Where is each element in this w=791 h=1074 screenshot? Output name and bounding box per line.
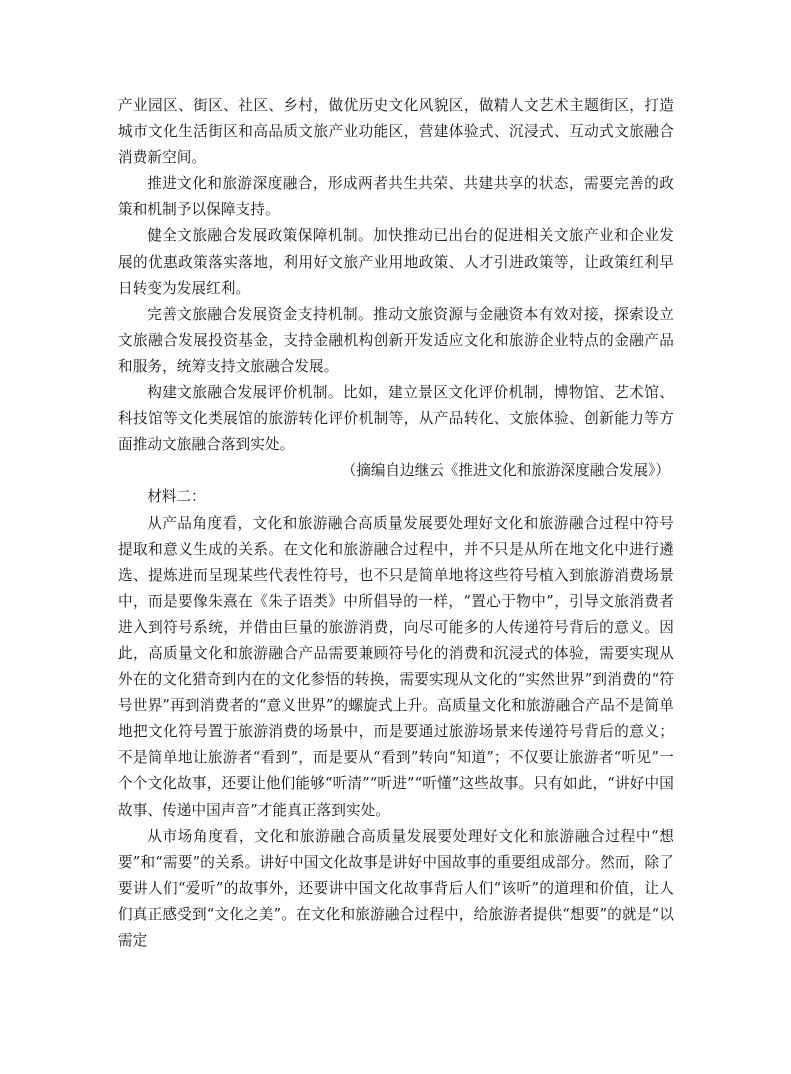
document-body (118, 93, 674, 954)
material-label: 材料二： (147, 488, 206, 506)
paragraph-policy-mechanism: 健全文旅融合发展政策保障机制。加快推动已出台的促进相关文旅产业和企业发展的优惠政策落实落地，利用好文旅产业用地政策、人才引进政策等，让政策红利早日转变为发展红利。 (118, 227, 674, 297)
paragraph-funding-mechanism: 完善文旅融合发展资金支持机制。推动文旅资源与金融资本有效对接，探索设立文旅融合发展投资基金，支持金融机构创新开发适应文化和旅游企业特点的金融产品和服务，统筹支持文旅融合发展。 (118, 305, 674, 375)
paragraph-product-perspective: 从产品角度看，文化和旅游融合高质量发展要处理好文化和旅游融合过程中符号提取和意义生成的关系。在文化和旅游融合过程中，并不只是从所在地文化中进行遴选、提炼进而呈现某些代表性符号，也不只是简单地将这些符号植入到旅游消费场景中，而是要像朱熹在《朱子语类》中所倡导的一样，“置心于物中”，引导文旅消费者进入到符号系统，并借由巨量的旅游消费，向尽可能多的人传递符号背后的意义。因此，高质量文化和旅游融合产品需要兼顾符号化的消费和沉浸式的体验，需要实现从外在的文化猎奇到内在的文化参悟的转换，需要实现从文化的“实然世界”到消费的“符号世界”再到消费者的“意义世界”的螺旋式上升。高质量文化和旅游融合产品不是简单地把文化符号置于旅游消费的场景中，而是要通过旅游场景来传递符号背后的意义；不是简单地让旅游者“看到”，而是要从“看到”转向“知道”；不仅要让旅游者“听见”一个个文化故事，还要让他们能够“听清”“听进”“听懂”这些故事。只有如此，“讲好中国故事、传递中国声音”才能真正落到实处。 (118, 514, 674, 819)
paragraph-policy-intro: 推进文化和旅游深度融合，形成两者共生共荣、共建共享的状态，需要完善的政策和机制予以保障支持。 (118, 175, 674, 219)
paragraph-market-perspective: 从市场角度看，文化和旅游融合高质量发展要处理好文化和旅游融合过程中“想要”和“需要”的关系。讲好中国文化故事是讲好中国故事的重要组成部分。然而，除了要讲人们“爱听”的故事外，还要讲中国文化故事背后人们“该听”的道理和价值，让人们真正感受到“文化之美”。在文化和旅游融合过程中，给旅游者提供“想要”的就是“以需定 (118, 827, 674, 949)
source-citation: （摘编自边继云《推进文化和旅游深度融合发展》） (341, 462, 670, 480)
paragraph-evaluation-mechanism: 构建文旅融合发展评价机制。比如，建立景区文化评价机制，博物馆、艺术馆、科技馆等文化类展馆的旅游转化评价机制等，从产品转化、文旅体验、创新能力等方面推动文旅融合落到实处。 (118, 384, 674, 454)
paragraph-continued: 产业园区、街区、社区、乡村，做优历史文化风貌区，做精人文艺术主题街区，打造城市文化生活街区和高品质文旅产业功能区，营建体验式、沉浸式、互动式文旅融合消费新空间。 (118, 97, 674, 167)
